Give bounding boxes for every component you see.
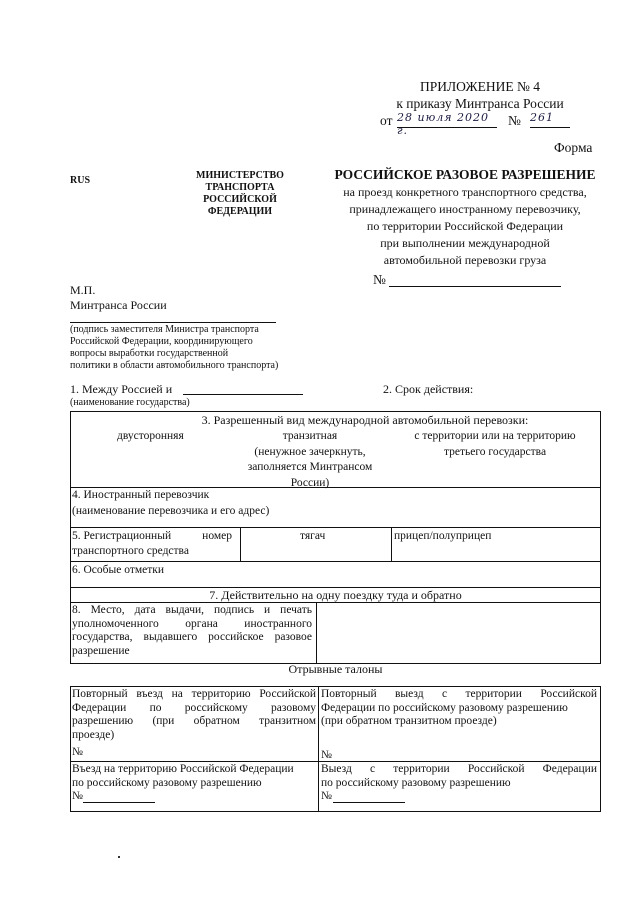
coupon-line: Повторный въезд на территорию Российской bbox=[72, 688, 316, 700]
coupon-number-field bbox=[333, 790, 405, 803]
item5-registration bbox=[72, 530, 232, 558]
signature-line bbox=[70, 322, 276, 323]
item3-title: 3. Разрешенный вид международной автомобильной перевозки: bbox=[201, 413, 529, 427]
ministry-line: РОССИЙСКОЙ bbox=[203, 194, 277, 205]
handwritten-date: 28 июля 2020 г. bbox=[397, 111, 497, 128]
order-number-label: № bbox=[508, 113, 521, 128]
item5-label: номер bbox=[202, 530, 232, 542]
tractor-label: тягач bbox=[300, 530, 326, 542]
permit-subtitle-line: при выполнении международной bbox=[380, 236, 550, 250]
item4-carrier bbox=[72, 489, 269, 518]
item4-line: (наименование перевозчика и его адрес) bbox=[72, 504, 270, 517]
transport-type-transit bbox=[240, 430, 380, 490]
transit-note-line: России) bbox=[290, 476, 330, 489]
coupon-line: Повторный выезд с территории Российской bbox=[321, 688, 597, 700]
table-column-divider bbox=[316, 602, 317, 664]
transit-label: транзитная bbox=[282, 430, 338, 442]
country-code: RUS bbox=[70, 175, 91, 186]
ministry-name bbox=[190, 170, 290, 218]
coupon-number-label: № bbox=[72, 790, 83, 802]
permit-subtitle-line: по территории Российской Федерации bbox=[366, 219, 564, 233]
table-divider bbox=[70, 561, 601, 562]
coupon-line: (при обратном транзитном проезде) bbox=[321, 715, 497, 727]
item8-line: государства, выдавшего российское разовое bbox=[72, 631, 312, 643]
coupon-line: по российскому разовому разрешению bbox=[321, 776, 511, 789]
permit-number-label: № bbox=[373, 272, 386, 287]
handwritten-number: 261 bbox=[530, 111, 570, 128]
coupon-line: проезде) bbox=[72, 728, 115, 741]
transit-note-line: (ненужное зачеркнуть, bbox=[254, 445, 366, 458]
order-reference: к приказу Минтранса России bbox=[396, 96, 564, 111]
appendix-title: ПРИЛОЖЕНИЕ № 4 bbox=[419, 79, 541, 94]
table-column-divider bbox=[240, 527, 241, 561]
coupon-line: Федерации по российскому разовому bbox=[72, 701, 316, 714]
permit-number-field bbox=[389, 270, 561, 287]
ministry-line: ТРАНСПОРТА bbox=[205, 182, 275, 193]
coupon-line: Въезд на территорию Российской Федерации bbox=[72, 763, 294, 775]
form-label: Форма bbox=[554, 140, 593, 155]
coupon-line: Выезд с территории Российской Федерации bbox=[321, 763, 597, 775]
table-column-divider bbox=[391, 527, 392, 561]
signature-caption bbox=[70, 324, 300, 372]
coupons-title: Отрывные талоны bbox=[288, 662, 383, 676]
item6-special-marks: 6. Особые отметки bbox=[72, 564, 164, 576]
permit-subtitle-line: на проезд конкретного транспортного средства, bbox=[343, 185, 587, 199]
third-country-line: третьего государства bbox=[443, 445, 547, 458]
transit-note-line: заполняется Минтрансом bbox=[247, 461, 373, 473]
item5-label: транспортного средства bbox=[72, 544, 189, 557]
signature-caption-line: политики в области автомобильного транспорта) bbox=[70, 360, 279, 371]
item8-line: уполномоченного органа иностранного bbox=[72, 617, 312, 630]
item8-line: разрешение bbox=[72, 644, 130, 657]
third-country-line: с территории или на территорию bbox=[414, 430, 576, 442]
permit-title: РОССИЙСКОЕ РАЗОВОЕ РАЗРЕШЕНИЕ bbox=[334, 167, 596, 182]
permit-subtitle-line: принадлежащего иностранному перевозчику, bbox=[349, 202, 581, 216]
coupon-line: разрешению (при обратном транзитном bbox=[72, 715, 316, 727]
signature-caption-line: (подпись заместителя Министра транспорта bbox=[70, 324, 259, 335]
transport-type-third-country bbox=[400, 430, 590, 459]
item2-label: 2. Срок действия: bbox=[383, 382, 474, 396]
transport-type-bilateral: двусторонняя bbox=[117, 430, 184, 442]
trailer-label: прицеп/полуприцеп bbox=[394, 530, 492, 542]
coupon-number-label: № bbox=[321, 790, 332, 802]
item8-line: 8. Место, дата выдачи, подпись и печать bbox=[72, 604, 312, 616]
coupon-line: Федерации по российскому разовому разрешению bbox=[321, 701, 568, 714]
permit-subtitle-line: автомобильной перевозки груза bbox=[383, 253, 547, 267]
item1-country-field bbox=[183, 380, 303, 395]
coupon-number-label: № bbox=[72, 746, 83, 758]
ministry-line: ФЕДЕРАЦИИ bbox=[207, 206, 273, 217]
coupons-column-divider bbox=[318, 686, 319, 812]
item1-caption: (наименование государства) bbox=[70, 397, 190, 408]
coupon-number-field bbox=[83, 790, 155, 803]
coupon-number-label: № bbox=[321, 748, 332, 761]
item1-label: 1. Между Россией и bbox=[70, 382, 173, 396]
table-divider bbox=[70, 527, 601, 528]
item8-issue-details bbox=[72, 604, 312, 658]
signature-caption-line: Российской Федерации, координирующего bbox=[70, 336, 253, 347]
item7-validity: 7. Действительно на одну поездку туда и обратно bbox=[209, 588, 462, 602]
coupon-reentry bbox=[72, 688, 316, 760]
ministry-line: МИНИСТЕРСТВО bbox=[196, 170, 284, 181]
item5-label: 5. Регистрационный bbox=[72, 530, 172, 542]
signature-caption-line: вопросы выработки государственной bbox=[70, 348, 229, 359]
coupon-reexit bbox=[321, 688, 597, 762]
permit-title-block bbox=[320, 167, 610, 267]
scan-speck bbox=[118, 856, 120, 858]
item4-line: 4. Иностранный перевозчик bbox=[72, 489, 210, 501]
coupon-line: по российскому разовому разрешению bbox=[72, 776, 262, 789]
stamp-place-label: М.П. bbox=[70, 283, 96, 297]
stamp-ministry-label: Минтранса России bbox=[70, 298, 167, 312]
date-from-label: от bbox=[380, 113, 393, 128]
